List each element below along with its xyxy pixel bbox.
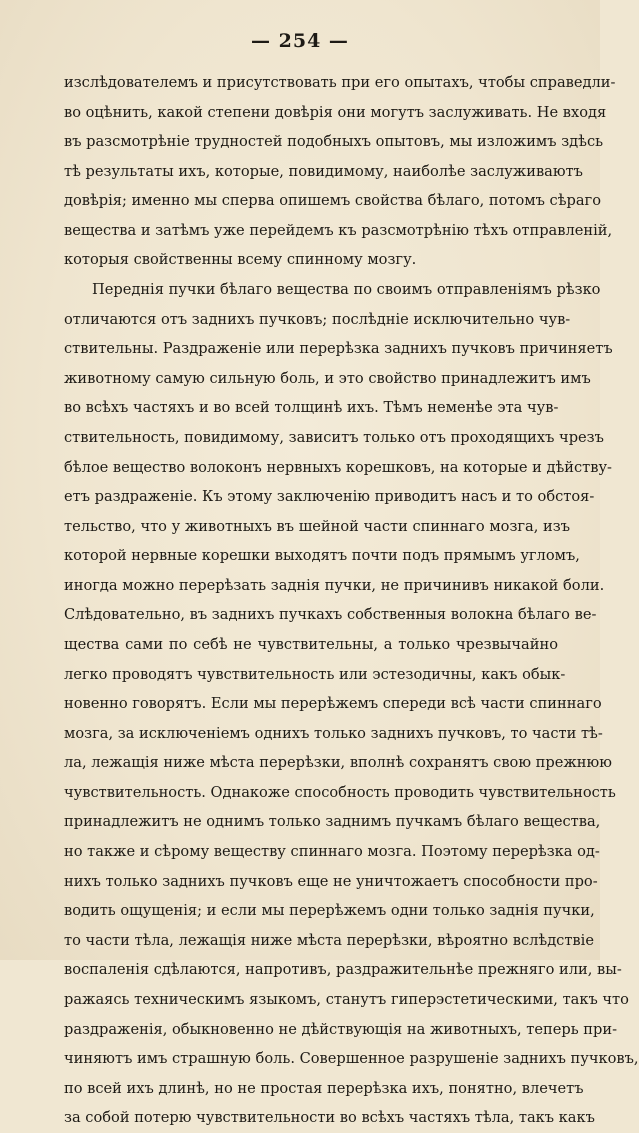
- text-line: раздраженія, обыкновенно не дѣйствующія на животныхъ, теперь при-: [64, 1020, 618, 1038]
- text-line: щества сами по себѣ не чувствительны, а только чрезвычайно: [64, 635, 558, 653]
- text-line: легко проводятъ чувствительность или эстезодичны, какъ обык-: [64, 665, 566, 683]
- text-line: довѣрія; именно мы сперва опишемъ свойства бѣлаго, потомъ сѣраго: [64, 192, 601, 210]
- text-line: принадлежитъ не однимъ только заднимъ пучкамъ бѣлаго вещества,: [64, 813, 601, 831]
- text-line: чиняютъ имъ страшную боль. Совершенное разрушеніе заднихъ пучковъ,: [64, 1050, 639, 1068]
- text-line: отличаются отъ заднихъ пучковъ; послѣдніе исключительно чув-: [64, 310, 571, 328]
- text-line: тельство, что у животныхъ въ шейной части спиннаго мозга, изъ: [64, 517, 571, 535]
- text-line: бѣлое вещество волоконъ нервныхъ корешковъ, на которые и дѣйству-: [64, 458, 612, 476]
- text-line: Слѣдовательно, въ заднихъ пучкахъ собственныя волокна бѣлаго ве-: [64, 606, 597, 624]
- text-line: водить ощущенія; и если мы перерѣжемъ одни только заднія пучки,: [64, 902, 595, 920]
- text-line: во всѣхъ частяхъ и во всей толщинѣ ихъ. Тѣмъ неменѣе эта чув-: [64, 399, 559, 417]
- text-line: воспаленія сдѣлаются, напротивъ, раздражительнѣе прежняго или, вы-: [64, 961, 622, 979]
- text-line: ражаясь техническимъ языкомъ, станутъ гиперэстетическими, такъ что: [64, 990, 629, 1008]
- text-line: Переднія пучки бѣлаго вещества по своимъ отправленіямъ рѣзко: [92, 281, 601, 299]
- body-text: [64, 68, 639, 1133]
- text-line: тѣ результаты ихъ, которые, повидимому, наиболѣе заслуживаютъ: [64, 162, 583, 180]
- text-line: нихъ только заднихъ пучковъ еще не уничтожаетъ способности про-: [64, 872, 598, 890]
- text-line: за собой потерю чувствительности во всѣхъ частяхъ тѣла, такъ какъ: [64, 1109, 595, 1127]
- text-line: иногда можно перерѣзать заднія пучки, не причинивъ никакой боли.: [64, 576, 605, 594]
- text-line: изслѣдователемъ и присутствовать при его опытахъ, чтобы справедли-: [64, 74, 616, 91]
- text-line: животному самую сильную боль, и это свойство принадлежитъ имъ: [64, 369, 591, 387]
- text-line: вещества и затѣмъ уже перейдемъ къ разсмотрѣнію тѣхъ отправленій,: [64, 221, 613, 239]
- text-line: ла, лежащія ниже мѣста перерѣзки, вполнѣ сохранятъ свою прежнюю: [64, 754, 612, 772]
- text-line: мозга, за исключеніемъ однихъ только заднихъ пучковъ, то части тѣ-: [64, 724, 603, 742]
- text-line: но также и сѣрому веществу спиннаго мозга. Поэтому перерѣзка од-: [64, 843, 600, 861]
- text-line: ствительность, повидимому, зависитъ только отъ проходящихъ чрезъ: [64, 428, 604, 446]
- text-line: въ разсмотрѣніе трудностей подобныхъ опытовъ, мы изложимъ здѣсь: [64, 133, 604, 151]
- text-line: то части тѣла, лежащія ниже мѣста перерѣзки, вѣроятно вслѣдствіе: [64, 931, 594, 949]
- text-line: по всей ихъ длинѣ, но не простая перерѣзка ихъ, понятно, влечетъ: [64, 1079, 584, 1097]
- text-line: во оцѣнить, какой степени довѣрія они могутъ заслуживать. Не входя: [64, 103, 607, 121]
- page-number: — 254 —: [251, 30, 349, 52]
- text-line: ствительны. Раздраженіе или перерѣзка заднихъ пучковъ причиняетъ: [64, 340, 613, 358]
- text-line: которой нервные корешки выходятъ почти подъ прямымъ угломъ,: [64, 547, 580, 565]
- text-line: новенно говорятъ. Если мы перерѣжемъ спереди всѣ части спиннаго: [64, 695, 602, 713]
- text-line: которыя свойственны всему спинному мозгу.: [64, 251, 417, 269]
- text-line: чувствительность. Однакоже способность проводить чувствительность: [64, 783, 616, 801]
- text-line: етъ раздраженіе. Къ этому заключенію приводитъ насъ и то обстоя-: [64, 488, 595, 506]
